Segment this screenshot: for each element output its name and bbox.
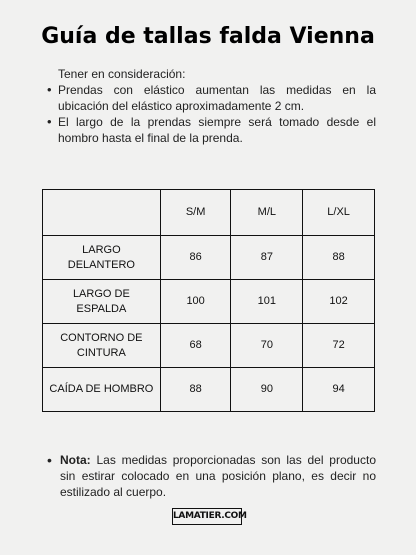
table-cell: 94 — [303, 368, 375, 412]
table-cell: 102 — [303, 280, 375, 324]
table-cell: 68 — [160, 324, 231, 368]
note-text: Las medidas proporcionadas son las del producto sin estirar colocado en una posición plano, es decir no estilizado al cuerpo. — [60, 453, 376, 499]
table-row — [43, 368, 375, 412]
table-cell: 88 — [303, 236, 375, 280]
consideration-item: • El largo de la prendas siempre será tomado desde el hombro hasta el final de la prenda. — [46, 114, 376, 146]
table-cell: 70 — [231, 324, 303, 368]
note-label: Nota: — [60, 453, 91, 467]
header-cell-empty — [43, 190, 161, 236]
table-cell: 101 — [231, 280, 303, 324]
note-list — [46, 452, 376, 500]
row-label: CAÍDA DE HOMBRO — [43, 368, 161, 412]
table-cell: 87 — [231, 236, 303, 280]
header-cell-size: S/M — [160, 190, 231, 236]
table-row — [43, 280, 375, 324]
header-cell-size: M/L — [231, 190, 303, 236]
row-label: LARGO DELANTERO — [43, 236, 161, 280]
considerations-section — [46, 66, 376, 146]
note-section — [46, 452, 376, 500]
note-item — [46, 452, 376, 500]
row-label: CONTORNO DE CINTURA — [43, 324, 161, 368]
table-cell: 90 — [231, 368, 303, 412]
considerations-list — [46, 82, 376, 146]
table-row — [43, 236, 375, 280]
table-cell: 88 — [160, 368, 231, 412]
header-cell-size: L/XL — [303, 190, 375, 236]
table-cell: 86 — [160, 236, 231, 280]
table-header-row — [43, 190, 375, 236]
row-label: LARGO DE ESPALDA — [43, 280, 161, 324]
page-title: Guía de tallas falda Vienna — [41, 24, 375, 49]
table-row — [43, 324, 375, 368]
table-cell: 100 — [160, 280, 231, 324]
table-cell: 72 — [303, 324, 375, 368]
considerations-lead: Tener en consideración: — [58, 67, 186, 81]
brand-logo: LAMATIER.COM — [172, 508, 242, 525]
consideration-item: • Prendas con elástico aumentan las medidas en la ubicación del elástico aproximadamente 2 cm. — [46, 82, 376, 114]
size-chart-table — [42, 189, 375, 412]
